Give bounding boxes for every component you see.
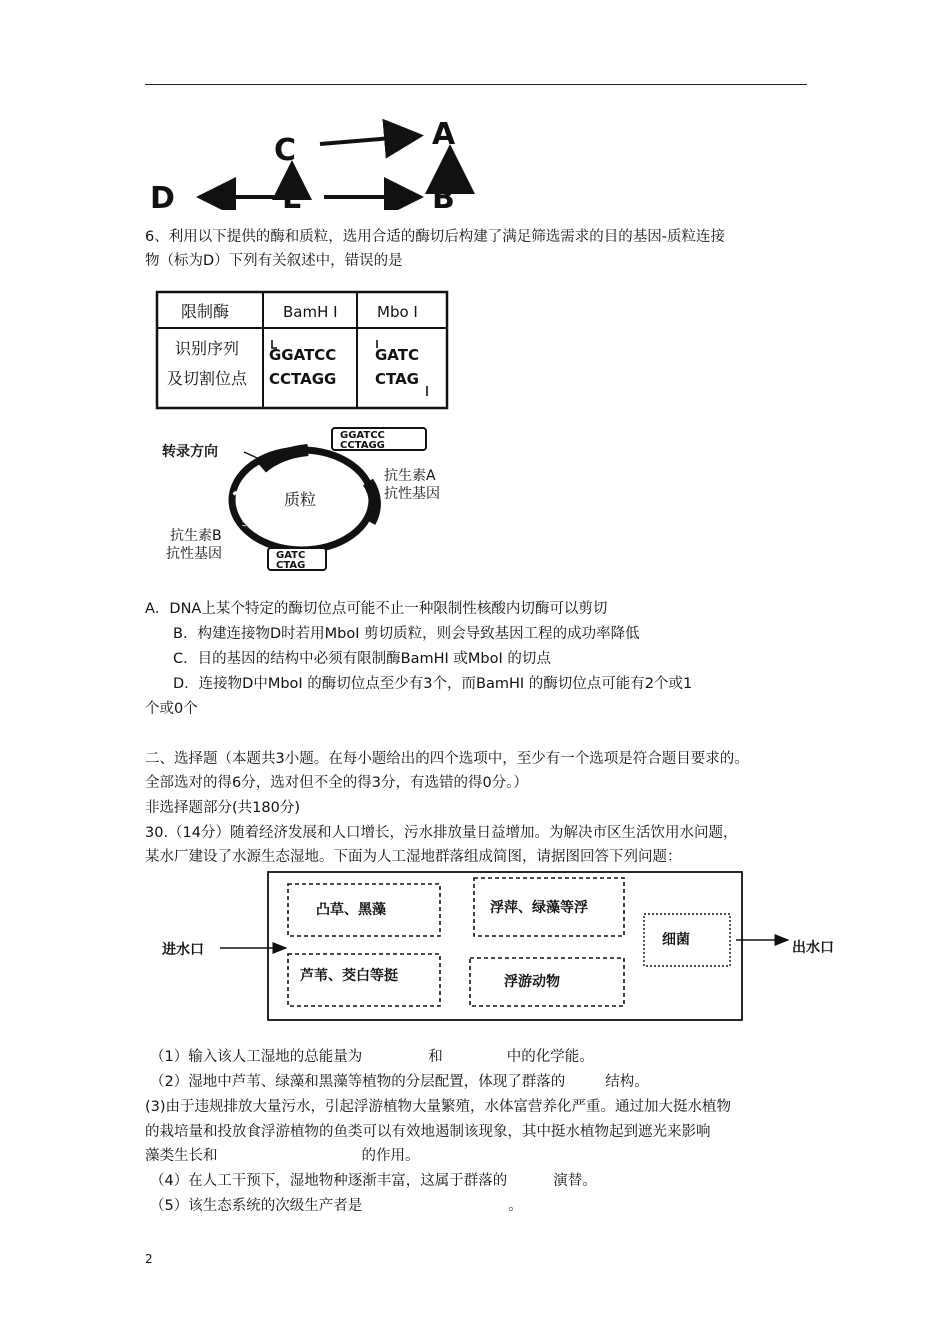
node-e: E [282,181,303,210]
page-number: 2 [145,1252,153,1266]
plasmid-diagram [158,422,478,578]
box-floating: 浮萍、绿藻等浮 [490,900,588,916]
th-enzyme: 限制酶 [181,302,230,321]
enzyme-table [155,290,450,412]
q6-stem-line2: 物（标为D）下列有关叙述中，错误的是 [145,253,403,269]
q30-sub4-b: 演替。 [553,1173,597,1189]
section2-line2: 全部选对的得6分，选对但不全的得3分，有选错的得0分。） [145,775,528,791]
q30-sub3-line2: 的栽培量和投放食浮游植物的鱼类可以有效地遏制该现象，其中挺水植物起到遮光来影响 [145,1124,711,1140]
row-label-2: 及切割位点 [167,369,248,388]
q6-option-d-line1: D．连接物D中MboⅠ 的酶切位点至少有3个，而BamHⅠ 的酶切位点可能有2个或1 [173,676,693,692]
inlet-label: 进水口 [162,942,204,958]
q30-sub3-line1: (3)由于违规排放大量污水，引起浮游植物大量繁殖，水体富营养化严重。通过加大挺水植物 [145,1099,732,1115]
mbo-seq-bottom: CTAG [375,370,419,388]
section2-line1: 二、选择题（本题共3小题。在每小题给出的四个选项中，至少有一个选项是符合题目要求的。 [145,751,749,767]
q30-stem-line2: 某水厂建设了水源生态湿地。下面为人工湿地群落组成简图，请据图回答下列问题： [145,849,682,865]
q30-sub5-a: （5）该生态系统的次级生产者是 [150,1198,363,1214]
box-zooplankton: 浮游动物 [504,974,560,990]
anti-b-line2: 抗性基因 [166,546,222,562]
th-bamh: BamH Ⅰ [283,303,338,321]
header-rule [145,84,807,85]
q30-sub5-b: 。 [508,1198,523,1214]
outlet-label: 出水口 [792,940,834,956]
q30-sub1-c: 中的化学能。 [506,1049,594,1065]
anti-a-line1: 抗生素A [384,468,436,484]
bamh-seq-bottom: CCTAGG [269,370,337,388]
q6-option-b: B．构建连接物D时若用MboⅠ 剪切质粒，则会导致基因工程的成功率降低 [173,626,640,642]
anti-b-line1: 抗生素B [170,528,222,544]
node-a: A [432,118,456,152]
q30-sub2-a: （2）湿地中芦苇、绿藻和黑藻等植物的分层配置，体现了群落的 [150,1074,566,1090]
arrow-c-to-a [320,136,416,144]
box-bacteria: 细菌 [662,932,690,948]
site-bottom-2: CTAG [276,560,306,571]
q6-option-d-line2: 个或0个 [145,701,198,717]
q30-sub5 [150,1195,523,1217]
node-c: C [274,133,297,168]
q30-sub4-a: （4）在人工干预下，湿地物种逐渐丰富，这属于群落的 [150,1173,508,1189]
wetland-diagram [158,868,858,1026]
q30-sub2 [150,1071,649,1093]
box-emergent: 芦苇、茭白等挺 [300,968,398,984]
q30-sub1-b: 和 [428,1049,443,1065]
plasmid-center-label: 质粒 [284,490,317,509]
site-bottom-1: GATC [276,550,306,561]
node-b: B [432,181,455,210]
q30-sub1-a: （1）输入该人工湿地的总能量为 [150,1049,363,1065]
q30-sub3-line3b: 的作用。 [361,1148,420,1164]
anti-a-line2: 抗性基因 [384,486,440,502]
node-d: D [150,181,175,210]
th-mbo: Mbo Ⅰ [377,303,418,321]
q30-sub2-b: 结构。 [605,1074,649,1090]
section2-line3: 非选择题部分(共180分) [145,800,300,816]
q6-option-a: A．DNA上某个特定的酶切位点可能不止一种限制性核酸内切酶可以剪切 [145,601,608,617]
q30-sub4 [150,1170,597,1192]
q30-sub3-line3 [145,1145,420,1167]
q6-option-c: C．目的基因的结构中必须有限制酶BamHⅠ 或MboⅠ 的切点 [173,651,551,667]
site-top-2: CCTAGG [340,440,385,451]
q30-stem-line1: 30.（14分）随着经济发展和人口增长，污水排放量日益增加。为解决市区生活饮用水问题， [145,825,738,841]
top-flow-diagram [148,118,478,210]
site-top-1: GGATCC [340,430,385,441]
box-submerged: 凸草、黑藻 [316,902,386,918]
q6-stem-line1: 6、利用以下提供的酶和质粒，选用合适的酶切后构建了满足筛选需求的目的基因-质粒连接 [145,229,725,245]
q30-sub1 [150,1046,594,1068]
mbo-seq-top: GATC [375,346,419,364]
q30-sub3-line3a: 藻类生长和 [145,1148,218,1164]
transcription-label: 转录方向 [162,444,218,460]
row-label-1: 识别序列 [175,339,240,358]
bamh-seq-top: GGATCC [269,346,337,364]
